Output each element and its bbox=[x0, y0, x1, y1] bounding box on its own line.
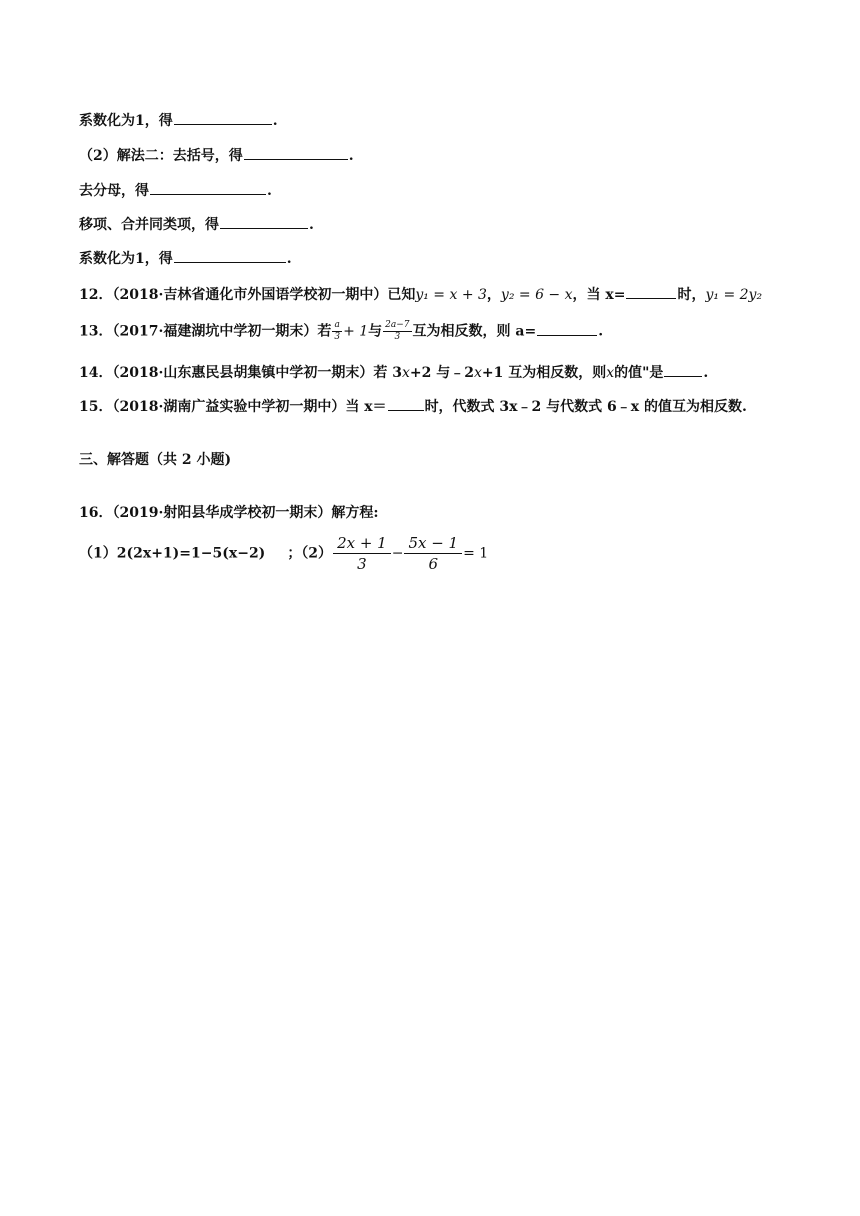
question-number: 16． bbox=[79, 505, 113, 521]
question-number: 13． bbox=[79, 323, 113, 340]
method-two-expand: （2）解法二：去括号，得 . bbox=[79, 145, 354, 166]
question-source: （2019·射阳县华成学校初一期末） bbox=[112, 505, 332, 521]
step-label: 移项、合并同类项，得 bbox=[79, 217, 219, 233]
answer-blank[interactable] bbox=[388, 396, 424, 411]
question-source: （2018·山东惠民县胡集镇中学初一期末） bbox=[112, 365, 374, 381]
equation-condition: y₁ = 2y₂ bbox=[705, 287, 763, 303]
answer-blank[interactable] bbox=[244, 145, 348, 160]
answer-blank[interactable] bbox=[150, 180, 266, 195]
question-12: 12．（2018·吉林省通化市外国语学校初一期中）已知y₁ = x + 3，y₂ = 6 − x，当 x= 时，y₁ = 2y₂ bbox=[79, 284, 762, 305]
question-16-equations: （1）2(2x+1)=1−5(x−2) ；（2） $\frac{2x + 1}{3}$ − $\frac{5x - 1}{6}$ = 1 bbox=[79, 534, 489, 573]
fraction-a-over-3: $\frac{a}{3}$ bbox=[334, 320, 341, 342]
answer-blank[interactable] bbox=[664, 362, 702, 377]
step-label: （2）解法二：去括号，得 bbox=[79, 148, 243, 164]
fraction-2a-minus-7-over-3: $\frac{2a-7}{3}$ bbox=[385, 320, 410, 342]
answer-blank[interactable] bbox=[537, 321, 597, 336]
question-source: （2018·湖南广益实验中学初一期中） bbox=[112, 399, 346, 415]
fraction-5x-minus-1-over-6: $\frac{5x - 1}{6}$ bbox=[404, 533, 462, 574]
question-number: 12． bbox=[79, 287, 113, 303]
equation-part-1: 2(2x+1)=1−5(x−2) bbox=[116, 545, 266, 562]
question-14: 14．（2018·山东惠民县胡集镇中学初一期末）若 3x+2 与﹣2x+1 互为相反数，则x的值"是 . bbox=[79, 362, 708, 383]
step-transpose-combine: 移项、合并同类项，得 . bbox=[79, 214, 314, 235]
question-source: （2018·吉林省通化市外国语学校初一期中） bbox=[112, 287, 388, 303]
question-number: 14． bbox=[79, 365, 113, 381]
step-remove-denominator: 去分母，得 . bbox=[79, 180, 272, 201]
step-label: 系数化为1，得 bbox=[79, 251, 173, 267]
fraction-2x-plus-1-over-3: $\frac{2x + 1}{3}$ bbox=[333, 533, 391, 574]
part-label: ；（2） bbox=[287, 545, 333, 562]
step-coefficient-1: 系数化为1，得 . bbox=[79, 110, 278, 131]
question-16: 16．（2019·射阳县华成学校初一期末）解方程: bbox=[79, 505, 379, 521]
step-label: 去分母，得 bbox=[79, 183, 149, 199]
answer-blank[interactable] bbox=[174, 248, 286, 263]
question-15: 15．（2018·湖南广益实验中学初一期中）当 x＝ 时，代数式 3x﹣2 与代数式 6﹣x 的值互为相反数. bbox=[79, 396, 747, 417]
question-number: 15． bbox=[79, 399, 113, 415]
question-source: （2017·福建湖坑中学初一期末） bbox=[112, 323, 318, 340]
step-coefficient-2: 系数化为1，得 . bbox=[79, 248, 292, 269]
answer-blank[interactable] bbox=[174, 110, 272, 125]
equation-y1: y₁ = x + 3 bbox=[415, 287, 487, 303]
answer-blank[interactable] bbox=[626, 284, 676, 299]
question-13: 13．（2017·福建湖坑中学初一期末）若 $\frac{a}{3}$ + 1与 $\frac{2a-7}{3}$ 互为相反数，则 a= . bbox=[79, 320, 604, 342]
step-label: 系数化为1，得 bbox=[79, 113, 173, 129]
equation-y2: y₂ = 6 − x bbox=[500, 287, 573, 303]
answer-blank[interactable] bbox=[220, 214, 308, 229]
section-title: 三、解答题（共 2 小题) bbox=[79, 452, 232, 468]
part-label: （1） bbox=[79, 545, 117, 562]
